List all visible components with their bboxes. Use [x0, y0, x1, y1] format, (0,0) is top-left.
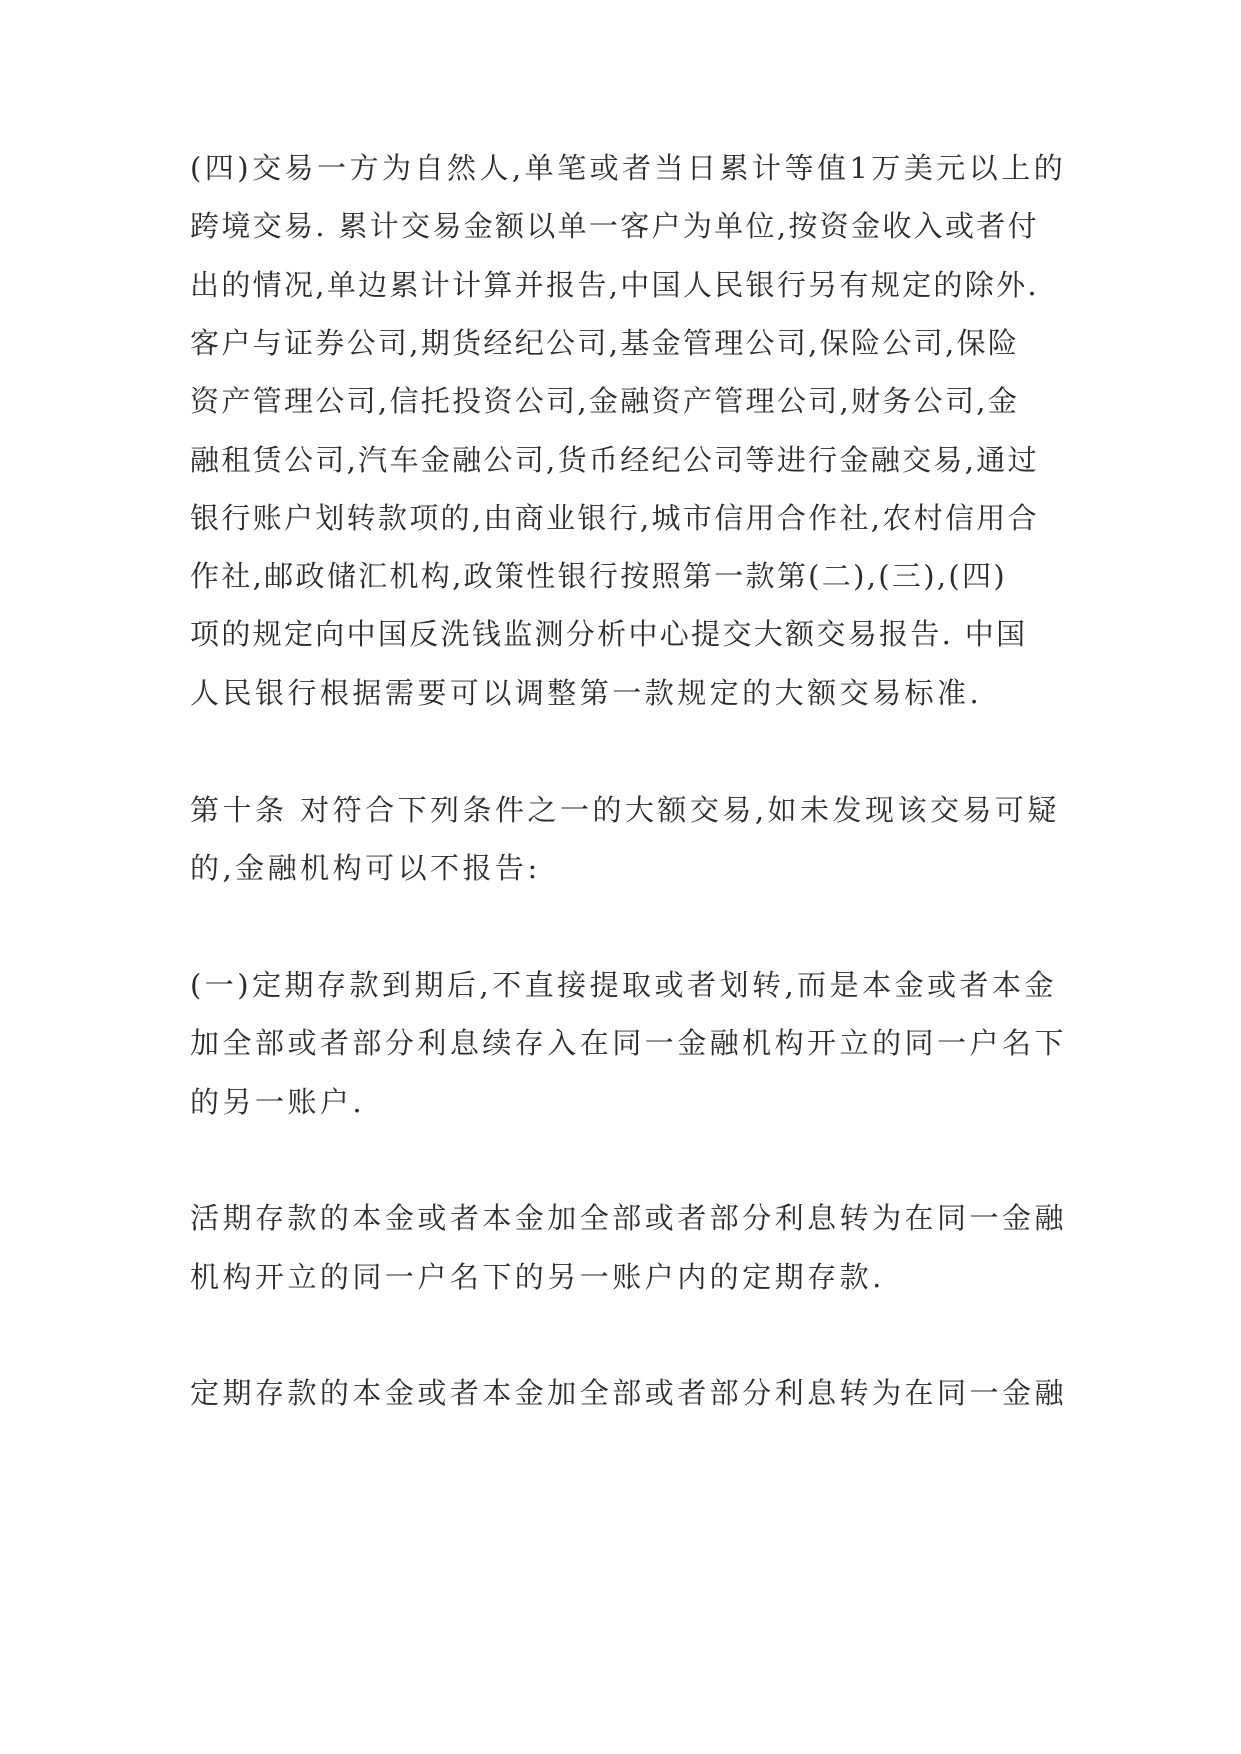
text-line: 人民银行根据需要可以调整第一款规定的大额交易标准.: [190, 676, 983, 710]
text-line: 客户与证券公司,期货经纪公司,基金管理公司,保险公司,保险: [190, 326, 1020, 360]
text-line: 机构开立的同一户名下的另一账户内的定期存款.: [190, 1260, 885, 1294]
text-line: 银行账户划转款项的,由商业银行,城市信用合作社,农村信用合: [190, 501, 1039, 535]
text-line: 活期存款的本金或者本金加全部或者部分利息转为在同一金融: [190, 1201, 1067, 1235]
text-line: 资产管理公司,信托投资公司,金融资产管理公司,财务公司,金: [190, 384, 1020, 418]
text-line: 加全部或者部分利息续存入在同一金融机构开立的同一户名下: [190, 1026, 1067, 1060]
text-line: 跨境交易. 累计交易金额以单一客户为单位,按资金收入或者付: [190, 209, 1039, 243]
text-line: 作社,邮政储汇机构,政策性银行按照第一款第(二),(三),(四): [190, 559, 1007, 593]
text-line: 的,金融机构可以不报告:: [190, 851, 541, 885]
text-line: 融租赁公司,汽车金融公司,货币经纪公司等进行金融交易,通过: [190, 443, 1039, 477]
text-line: (一)定期存款到期后,不直接提取或者划转,而是本金或者本金: [190, 968, 1057, 1002]
text-line: 出的情况,单边累计计算并报告,中国人民银行另有规定的除外.: [190, 268, 1039, 302]
text-line: 定期存款的本金或者本金加全部或者部分利息转为在同一金融: [190, 1376, 1067, 1410]
text-line: 项的规定向中国反洗钱监测分析中心提交大额交易报告. 中国: [190, 617, 1028, 651]
text-line: 的另一账户.: [190, 1085, 366, 1119]
text-line: (四)交易一方为自然人,单笔或者当日累计等值1万美元以上的: [190, 151, 1067, 185]
text-line: 第十条 对符合下列条件之一的大额交易,如未发现该交易可疑: [190, 793, 1060, 827]
